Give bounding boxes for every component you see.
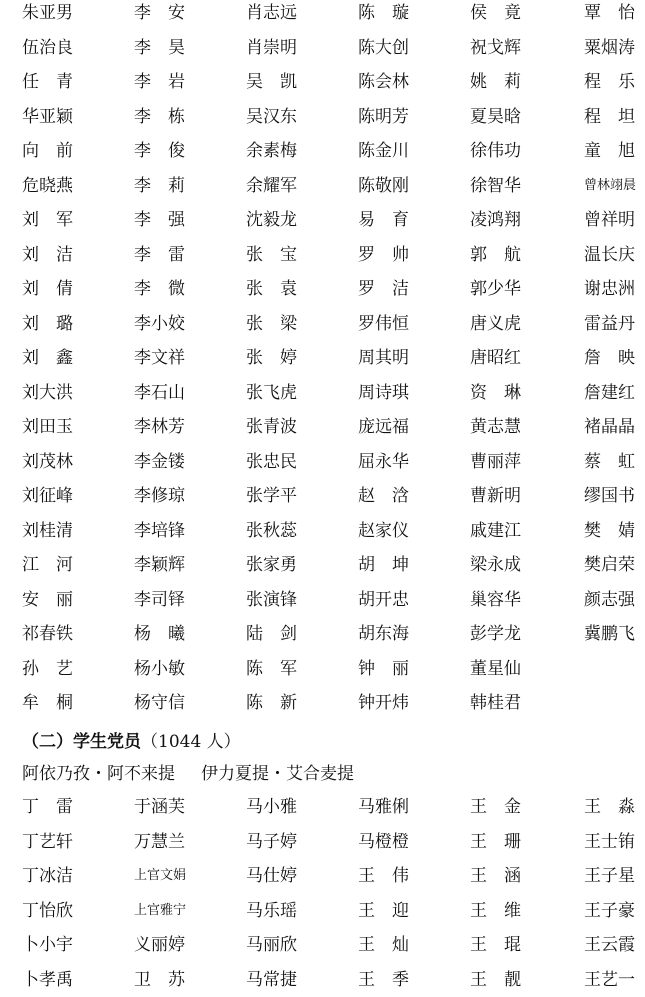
name-cell: 樊 婧	[584, 514, 635, 549]
name-cell: 赵家仪	[358, 514, 409, 549]
name-cell: 马子婷	[246, 825, 297, 860]
name-cell: 马乐瑶	[246, 894, 297, 929]
name-cell: 李石山	[134, 376, 185, 411]
name-cell: 卜孝禹	[22, 963, 73, 997]
name-cell: 李金镂	[134, 445, 185, 480]
name-row	[0, 859, 645, 894]
name-cell: 张演锋	[246, 583, 297, 618]
name-row	[0, 686, 645, 721]
name-cell: 徐伟功	[470, 134, 521, 169]
name-row	[0, 169, 645, 204]
name-cell: 王艺一	[584, 963, 635, 997]
name-cell: 向 前	[22, 134, 73, 169]
name-row	[0, 376, 645, 411]
name-cell: 肖崇明	[246, 31, 297, 66]
name-cell: 李 雷	[134, 238, 185, 273]
name-cell: 樊启荣	[584, 548, 635, 583]
name-cell: 王子豪	[584, 894, 635, 929]
name-cell: 刘茂林	[22, 445, 73, 480]
name-cell: 张忠民	[246, 445, 297, 480]
name-cell: 刘 鑫	[22, 341, 73, 376]
name-cell: 张家勇	[246, 548, 297, 583]
name-cell: 陈敬刚	[358, 169, 409, 204]
name-cell: 任 青	[22, 65, 73, 100]
name-cell: 曹丽萍	[470, 445, 521, 480]
name-cell: 屈永华	[358, 445, 409, 480]
name-cell: 覃 怡	[584, 0, 635, 31]
name-cell: 张学平	[246, 479, 297, 514]
name-cell: 王 金	[470, 790, 521, 825]
name-cell: 李修琼	[134, 479, 185, 514]
name-cell: 王 珊	[470, 825, 521, 860]
name-row	[0, 825, 645, 860]
name-row	[0, 963, 645, 997]
name-cell: 王 涵	[470, 859, 521, 894]
name-cell: 彭学龙	[470, 617, 521, 652]
name-cell: 王 靓	[470, 963, 521, 997]
special-name: 伊力夏提・艾合麦提	[201, 764, 354, 784]
name-cell: 陈金川	[358, 134, 409, 169]
name-cell: 王 琨	[470, 928, 521, 963]
name-cell: 刘桂清	[22, 514, 73, 549]
name-cell: 周诗琪	[358, 376, 409, 411]
name-cell: 胡东海	[358, 617, 409, 652]
name-cell: 缪国书	[584, 479, 635, 514]
name-cell: 马仕婷	[246, 859, 297, 894]
name-row	[0, 445, 645, 480]
name-row	[0, 617, 645, 652]
name-cell: 罗 帅	[358, 238, 409, 273]
name-cell: 张 宝	[246, 238, 297, 273]
name-cell: 卫 苏	[134, 963, 185, 997]
name-row	[0, 790, 645, 825]
name-cell: 吴 凯	[246, 65, 297, 100]
name-row	[0, 410, 645, 445]
name-row	[0, 65, 645, 100]
special-names-row	[22, 761, 380, 787]
name-cell: 唐昭红	[470, 341, 521, 376]
name-cell: 上官雅宁	[134, 894, 186, 929]
name-cell: 王 灿	[358, 928, 409, 963]
name-row	[0, 31, 645, 66]
name-cell: 陈明芳	[358, 100, 409, 135]
name-cell: 罗伟恒	[358, 307, 409, 342]
name-cell: 曹新明	[470, 479, 521, 514]
name-cell: 安 丽	[22, 583, 73, 618]
name-cell: 刘 军	[22, 203, 73, 238]
name-row	[0, 0, 645, 31]
name-cell: 肖志远	[246, 0, 297, 31]
name-cell: 曾林翊晨	[584, 169, 636, 204]
name-cell: 颜志强	[584, 583, 635, 618]
name-cell: 丁艺轩	[22, 825, 73, 860]
name-cell: 蔡 虹	[584, 445, 635, 480]
name-cell: 钟开炜	[358, 686, 409, 721]
name-cell: 王 迎	[358, 894, 409, 929]
name-cell: 雷益丹	[584, 307, 635, 342]
name-cell: 李 微	[134, 272, 185, 307]
name-cell: 谢忠洲	[584, 272, 635, 307]
name-cell: 王 维	[470, 894, 521, 929]
name-cell: 侯 竟	[470, 0, 521, 31]
name-cell: 童 旭	[584, 134, 635, 169]
name-cell: 李小姣	[134, 307, 185, 342]
name-cell: 唐义虎	[470, 307, 521, 342]
name-cell: 张 袁	[246, 272, 297, 307]
name-row	[0, 100, 645, 135]
name-cell: 张秋蕊	[246, 514, 297, 549]
name-cell: 庞远福	[358, 410, 409, 445]
name-cell: 刘 璐	[22, 307, 73, 342]
name-cell: 李 俊	[134, 134, 185, 169]
name-row	[0, 894, 645, 929]
name-cell: 刘 倩	[22, 272, 73, 307]
name-cell: 王 季	[358, 963, 409, 997]
name-cell: 黄志慧	[470, 410, 521, 445]
name-cell: 张飞虎	[246, 376, 297, 411]
section-heading-count: （1044 人）	[141, 732, 241, 752]
name-cell: 王士铕	[584, 825, 635, 860]
name-cell: 沈毅龙	[246, 203, 297, 238]
name-cell: 陈 璇	[358, 0, 409, 31]
name-cell: 余素梅	[246, 134, 297, 169]
name-cell: 陈 军	[246, 652, 297, 687]
section-heading-label: （二）学生党员	[22, 732, 141, 752]
name-cell: 姚 莉	[470, 65, 521, 100]
name-cell: 卜小宇	[22, 928, 73, 963]
name-cell: 郭少华	[470, 272, 521, 307]
student-name-list	[0, 790, 645, 997]
name-row	[0, 307, 645, 342]
name-cell: 牟 桐	[22, 686, 73, 721]
name-cell: 李 莉	[134, 169, 185, 204]
name-row	[0, 514, 645, 549]
name-cell: 程 坦	[584, 100, 635, 135]
name-cell: 王云霞	[584, 928, 635, 963]
name-cell: 朱亚男	[22, 0, 73, 31]
name-cell: 王 伟	[358, 859, 409, 894]
name-cell: 伍治良	[22, 31, 73, 66]
name-cell: 李司铎	[134, 583, 185, 618]
name-cell: 丁冰洁	[22, 859, 73, 894]
name-cell: 温长庆	[584, 238, 635, 273]
name-cell: 吴汉东	[246, 100, 297, 135]
name-cell: 郭 航	[470, 238, 521, 273]
name-cell: 程 乐	[584, 65, 635, 100]
name-cell: 张 婷	[246, 341, 297, 376]
name-cell: 董星仙	[470, 652, 521, 687]
name-cell: 万慧兰	[134, 825, 185, 860]
name-cell: 周其明	[358, 341, 409, 376]
name-cell: 刘田玉	[22, 410, 73, 445]
name-cell: 上官文娟	[134, 859, 186, 894]
name-cell: 华亚颖	[22, 100, 73, 135]
name-cell: 马橙橙	[358, 825, 409, 860]
name-row	[0, 134, 645, 169]
name-cell: 夏昊晗	[470, 100, 521, 135]
name-cell: 资 琳	[470, 376, 521, 411]
name-cell: 张青波	[246, 410, 297, 445]
name-cell: 祝戈辉	[470, 31, 521, 66]
name-cell: 王子星	[584, 859, 635, 894]
name-cell: 詹 映	[584, 341, 635, 376]
name-cell: 钟 丽	[358, 652, 409, 687]
name-row	[0, 479, 645, 514]
name-cell: 余耀军	[246, 169, 297, 204]
name-cell: 危晓燕	[22, 169, 73, 204]
name-cell: 李 安	[134, 0, 185, 31]
name-cell: 杨小敏	[134, 652, 185, 687]
name-row	[0, 583, 645, 618]
name-cell: 凌鸿翔	[470, 203, 521, 238]
name-cell: 李 强	[134, 203, 185, 238]
name-cell: 李 栋	[134, 100, 185, 135]
name-cell: 胡 坤	[358, 548, 409, 583]
name-cell: 詹建红	[584, 376, 635, 411]
name-cell: 丁怡欣	[22, 894, 73, 929]
name-cell: 巢容华	[470, 583, 521, 618]
name-cell: 粟烟涛	[584, 31, 635, 66]
name-cell: 马雅俐	[358, 790, 409, 825]
name-cell: 冀鹏飞	[584, 617, 635, 652]
name-cell: 孙 艺	[22, 652, 73, 687]
name-cell: 李颖辉	[134, 548, 185, 583]
name-cell: 李 昊	[134, 31, 185, 66]
name-cell: 胡开忠	[358, 583, 409, 618]
name-cell: 陈会林	[358, 65, 409, 100]
name-row	[0, 272, 645, 307]
name-cell: 刘大洪	[22, 376, 73, 411]
name-cell: 杨守信	[134, 686, 185, 721]
name-cell: 韩桂君	[470, 686, 521, 721]
name-row	[0, 652, 645, 687]
name-cell: 曾祥明	[584, 203, 635, 238]
name-cell: 陆 剑	[246, 617, 297, 652]
name-cell: 李文祥	[134, 341, 185, 376]
name-cell: 赵 浛	[358, 479, 409, 514]
name-cell: 陈大创	[358, 31, 409, 66]
name-cell: 丁 雷	[22, 790, 73, 825]
name-cell: 马丽欣	[246, 928, 297, 963]
name-cell: 杨 曦	[134, 617, 185, 652]
name-row	[0, 238, 645, 273]
name-cell: 易 育	[358, 203, 409, 238]
name-cell: 马小雅	[246, 790, 297, 825]
name-row	[0, 548, 645, 583]
name-cell: 王 淼	[584, 790, 635, 825]
name-cell: 徐智华	[470, 169, 521, 204]
name-row	[0, 928, 645, 963]
name-cell: 梁永成	[470, 548, 521, 583]
name-cell: 陈 新	[246, 686, 297, 721]
name-row	[0, 203, 645, 238]
name-cell: 李林芳	[134, 410, 185, 445]
name-cell: 罗 洁	[358, 272, 409, 307]
name-row	[0, 341, 645, 376]
name-cell: 刘征峰	[22, 479, 73, 514]
name-cell: 刘 洁	[22, 238, 73, 273]
section-heading	[22, 729, 241, 755]
special-name: 阿依乃孜・阿不来提	[22, 764, 175, 784]
name-cell: 江 河	[22, 548, 73, 583]
name-cell: 于涵芙	[134, 790, 185, 825]
name-cell: 戚建江	[470, 514, 521, 549]
name-cell: 祁春铁	[22, 617, 73, 652]
name-cell: 李 岩	[134, 65, 185, 100]
name-cell: 张 梁	[246, 307, 297, 342]
name-cell: 义丽婷	[134, 928, 185, 963]
name-cell: 马常捷	[246, 963, 297, 997]
name-cell: 李培锋	[134, 514, 185, 549]
name-cell: 褚晶晶	[584, 410, 635, 445]
